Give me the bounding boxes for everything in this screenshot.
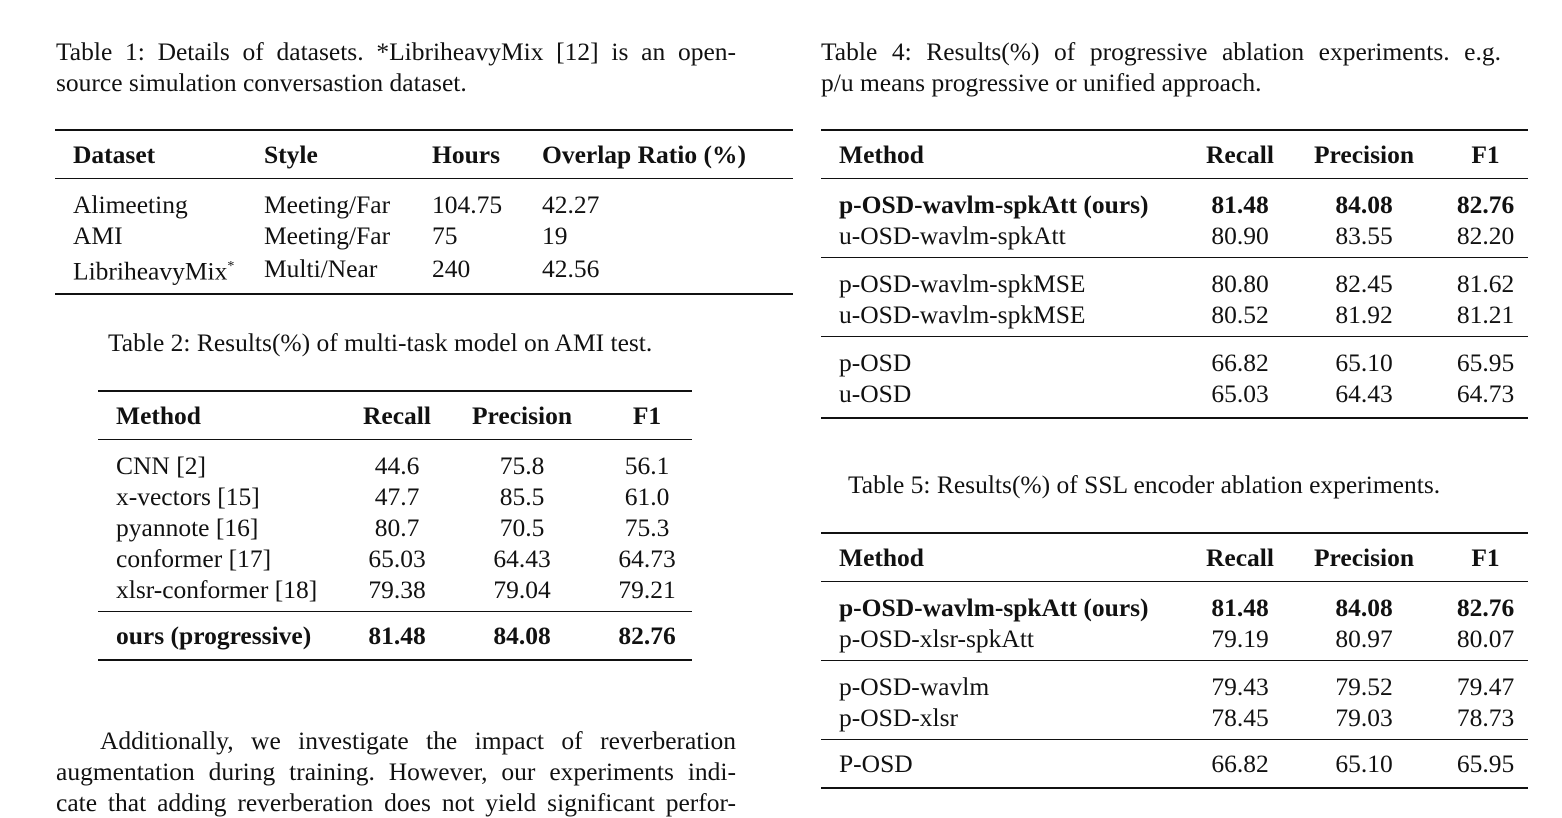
- table2-cell: conformer [17]: [116, 544, 272, 573]
- table5-cell: 82.76: [1456, 593, 1515, 622]
- table2-cell: 65.03: [368, 544, 426, 573]
- table4-cell: 66.82: [1211, 348, 1269, 377]
- table-row: [821, 299, 1528, 337]
- table5-cell: P-OSD: [839, 749, 913, 778]
- paragraph-line: cate that adding reverberation does not yield significant perfor-: [56, 788, 736, 817]
- table2-cell: 64.43: [493, 544, 551, 573]
- table4-cell: u-OSD: [839, 379, 912, 408]
- table4-caption: [821, 36, 1501, 98]
- table-row: [98, 481, 692, 512]
- table5-header-precision: Precision: [1313, 543, 1415, 572]
- table4-cell: p-OSD-wavlm-spkMSE: [839, 269, 1086, 298]
- table5-cell: 65.10: [1335, 749, 1393, 778]
- table5-header-method: Method: [839, 543, 924, 572]
- table1-cell: [55, 251, 264, 294]
- table5-cell: 66.82: [1211, 749, 1269, 778]
- table2-cell: 79.38: [368, 575, 426, 604]
- table4-cell: 80.52: [1211, 300, 1269, 329]
- table2-header-precision: Precision: [471, 401, 573, 430]
- table5-cell: 84.08: [1335, 593, 1393, 622]
- table1-cell: Meeting/Far: [264, 221, 391, 250]
- table4-header-row: [821, 130, 1528, 179]
- table4-cell: 80.80: [1211, 269, 1269, 298]
- table1-cell: Multi/Near: [264, 254, 378, 284]
- table1-cell: 19: [542, 221, 568, 250]
- table4-cell: 82.20: [1456, 221, 1515, 250]
- table4-cell: 81.21: [1456, 300, 1515, 329]
- table-row: [98, 574, 692, 612]
- table4-header-recall: Recall: [1206, 140, 1274, 169]
- table5-header-row: [821, 533, 1528, 582]
- table4-cell: 82.45: [1335, 269, 1393, 298]
- table1-cell: Alimeeting: [73, 190, 188, 219]
- table4-header-method: Method: [839, 140, 924, 169]
- table1-cell: 75: [432, 221, 458, 250]
- table4-cell: 83.55: [1335, 221, 1393, 250]
- table4-cell: 81.48: [1211, 190, 1269, 219]
- table1-header-hours: Hours: [432, 140, 501, 169]
- table2-cell: xlsr-conformer [18]: [116, 575, 318, 604]
- table4-cell: 84.08: [1335, 190, 1393, 219]
- table-row: [821, 661, 1528, 703]
- table1-cell: 240: [432, 254, 471, 284]
- table-row: [98, 512, 692, 543]
- table1-cell: 104.75: [432, 190, 503, 219]
- table1-header-style: Style: [264, 140, 318, 169]
- table4: [821, 129, 1528, 419]
- table2-cell: pyannote [16]: [116, 513, 259, 542]
- table2-header-f1: F1: [632, 401, 662, 430]
- table4-cell: p-OSD-wavlm-spkAtt (ours): [839, 190, 1149, 219]
- table4-cell: 65.95: [1456, 348, 1515, 377]
- table2-header-row: [98, 391, 692, 440]
- table4-cell: 65.10: [1335, 348, 1393, 377]
- table2-cell: 80.7: [374, 513, 420, 542]
- table4-cell: 81.92: [1335, 300, 1393, 329]
- table1-dataset-name: LibriheavyMix: [73, 256, 228, 286]
- table2-cell: 85.5: [499, 482, 545, 511]
- table4-cell: 80.90: [1211, 221, 1269, 250]
- table-row: [821, 258, 1528, 300]
- table2-cell: 47.7: [374, 482, 420, 511]
- table5-cell: p-OSD-wavlm: [839, 672, 990, 701]
- table-row: [55, 251, 793, 294]
- table5-cell: 65.95: [1456, 749, 1515, 778]
- table-row: [821, 378, 1528, 418]
- body-paragraph: [56, 725, 736, 818]
- table1-header-row: [55, 130, 793, 179]
- table5-cell: 79.52: [1335, 672, 1393, 701]
- table4-cell: 64.43: [1335, 379, 1393, 408]
- table2: [98, 390, 692, 661]
- table5-cell: 78.73: [1456, 703, 1515, 732]
- table4-cell: 81.62: [1456, 269, 1515, 298]
- table4-cell: 64.73: [1456, 379, 1515, 408]
- table4-cell: u-OSD-wavlm-spkAtt: [839, 221, 1066, 250]
- table2-cell: ours (progressive): [116, 621, 312, 650]
- table5-cell: 79.03: [1335, 703, 1393, 732]
- footnote-mark: *: [227, 259, 235, 274]
- table1-cell: Meeting/Far: [264, 190, 391, 219]
- table-row: [821, 702, 1528, 740]
- table2-cell: 84.08: [493, 621, 551, 650]
- table-row: [821, 623, 1528, 661]
- table-row: [821, 179, 1528, 221]
- table2-cell: 81.48: [368, 621, 426, 650]
- table2-cell: 79.04: [493, 575, 551, 604]
- table-row: [821, 582, 1528, 624]
- table1-caption-line1: Table 1: Details of datasets. *LibriheavyMix [12] is an open-: [56, 37, 736, 66]
- table2-header-method: Method: [116, 401, 201, 430]
- table-row: [98, 612, 692, 661]
- table2-cell: 82.76: [618, 621, 676, 650]
- table2-caption: Table 2: Results(%) of multi-task model on AMI test.: [108, 328, 653, 357]
- paragraph-line: Additionally, we investigate the impact of reverberation: [100, 726, 736, 755]
- table1-header-overlap: Overlap Ratio (%): [542, 140, 746, 169]
- table2-cell: 75.3: [624, 513, 670, 542]
- table2-header-recall: Recall: [363, 401, 431, 430]
- table4-caption-line1: Table 4: Results(%) of progressive ablation experiments. e.g.: [821, 37, 1501, 66]
- table-row: [821, 220, 1528, 258]
- table4-caption-line2: p/u means progressive or unified approach.: [821, 68, 1262, 97]
- table5-cell: 79.19: [1211, 624, 1269, 653]
- table1-header-dataset: Dataset: [73, 140, 156, 169]
- table2-cell: 75.8: [499, 451, 545, 480]
- table1-caption: [56, 36, 736, 98]
- paragraph-line: augmentation during training. However, our experiments indi-: [56, 757, 736, 786]
- table1-cell: 42.27: [542, 190, 600, 219]
- table-row: [821, 337, 1528, 379]
- table1-cell: 42.56: [542, 254, 600, 284]
- table4-header-f1: F1: [1471, 140, 1500, 169]
- table-row: [98, 543, 692, 574]
- table2-cell: 44.6: [374, 451, 420, 480]
- table5-cell: 79.47: [1456, 672, 1515, 701]
- table5-cell: p-OSD-xlsr: [839, 703, 958, 732]
- table-row: [821, 740, 1528, 789]
- table2-cell: 61.0: [624, 482, 670, 511]
- table5: [821, 532, 1528, 789]
- table5-cell: 80.07: [1456, 624, 1515, 653]
- table-row: [55, 179, 793, 221]
- table5-cell: 80.97: [1335, 624, 1393, 653]
- table2-cell: 56.1: [624, 451, 670, 480]
- table4-header-precision: Precision: [1313, 140, 1415, 169]
- table5-header-f1: F1: [1471, 543, 1500, 572]
- table2-cell: x-vectors [15]: [116, 482, 260, 511]
- table5-header-recall: Recall: [1206, 543, 1274, 572]
- table5-cell: p-OSD-wavlm-spkAtt (ours): [839, 593, 1149, 622]
- table5-cell: 78.45: [1211, 703, 1269, 732]
- table5-cell: 81.48: [1211, 593, 1269, 622]
- table2-cell: CNN [2]: [116, 451, 206, 480]
- table-row: [55, 220, 793, 251]
- table5-cell: 79.43: [1211, 672, 1269, 701]
- table5-cell: p-OSD-xlsr-spkAtt: [839, 624, 1034, 653]
- table5-caption: Table 5: Results(%) of SSL encoder ablation experiments.: [848, 470, 1441, 499]
- table2-cell: 64.73: [618, 544, 676, 573]
- table1-cell: AMI: [73, 221, 123, 250]
- table1-caption-line2: source simulation conversastion dataset.: [56, 68, 467, 97]
- table2-cell: 79.21: [618, 575, 676, 604]
- table2-cell: 70.5: [499, 513, 545, 542]
- table4-cell: 82.76: [1456, 190, 1515, 219]
- table4-cell: 65.03: [1211, 379, 1269, 408]
- table4-cell: u-OSD-wavlm-spkMSE: [839, 300, 1086, 329]
- table-row: [98, 440, 692, 482]
- table1: [55, 129, 793, 295]
- table4-cell: p-OSD: [839, 348, 912, 377]
